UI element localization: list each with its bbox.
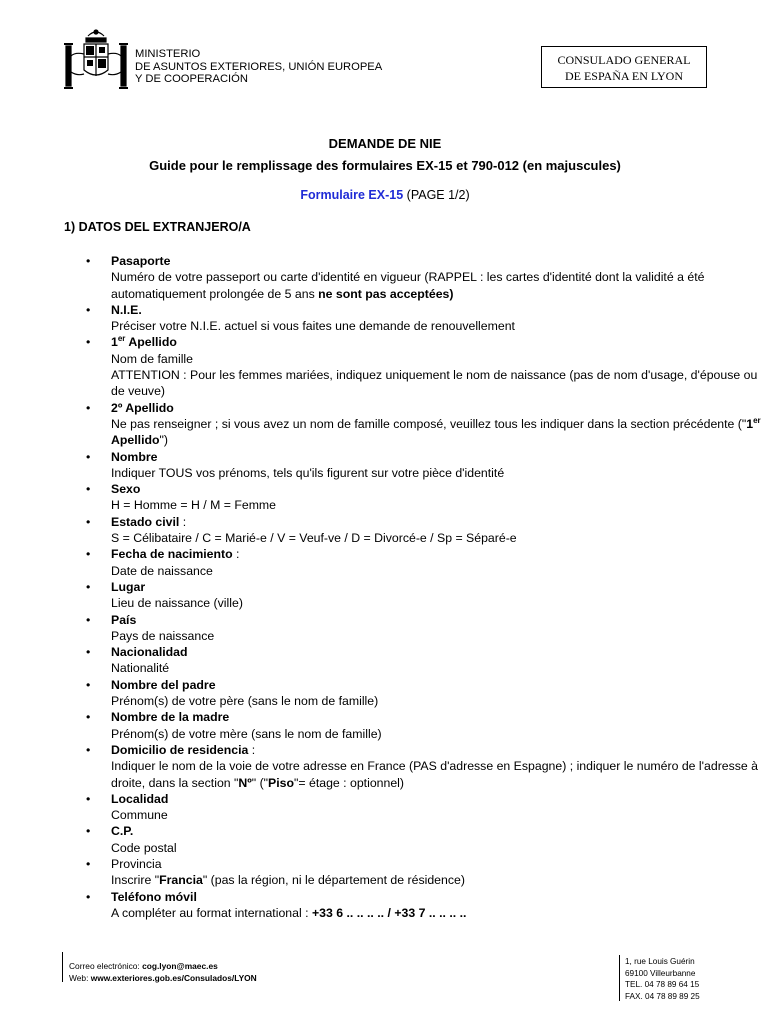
ministry-line: DE ASUNTOS EXTERIORES, UNIÓN EUROPEA <box>135 60 383 73</box>
document-title: DEMANDE DE NIE <box>328 136 442 151</box>
field-description: Nationalité <box>111 661 170 676</box>
list-item <box>0 302 770 335</box>
footer-contact <box>69 960 257 984</box>
list-item <box>0 612 770 645</box>
field-description: Commune <box>111 808 168 823</box>
field-title: Provincia <box>111 856 162 871</box>
field-description: S = Célibataire / C = Marié-e / V = Veuf-ve / D = Divorcé-e / Sp = Séparé-e <box>111 531 517 546</box>
field-title: Nombre <box>111 449 158 464</box>
bullet-icon: • <box>86 400 91 415</box>
consulate-box <box>541 46 707 88</box>
field-title: Sexo <box>111 482 141 497</box>
list-item <box>0 644 770 677</box>
field-title: Nombre del padre <box>111 677 216 692</box>
list-item <box>0 823 770 856</box>
ministry-name <box>135 48 382 86</box>
bullet-icon: • <box>86 612 91 627</box>
field-title: Pasaporte <box>111 254 171 268</box>
field-title: Domicilio de residencia : <box>111 742 256 757</box>
bullet-icon: • <box>86 710 91 725</box>
consulate-line: CONSULADO GENERAL <box>557 53 691 67</box>
bullet-icon: • <box>86 482 91 497</box>
field-title: País <box>111 612 137 627</box>
list-item <box>0 253 770 302</box>
field-title: 1er Apellido <box>111 334 177 350</box>
list-item <box>0 579 770 612</box>
bullet-icon: • <box>86 824 91 839</box>
field-list <box>0 253 770 921</box>
form-name: Formulaire EX-15 <box>300 188 404 202</box>
field-title: Nacionalidad <box>111 645 188 660</box>
list-item <box>0 889 770 922</box>
footer-divider <box>619 955 620 1001</box>
field-description: Date de naissance <box>111 563 213 578</box>
ministry-line: Y DE COOPERACIÓN <box>135 73 248 86</box>
field-title: 2º Apellido <box>111 400 174 415</box>
field-title: N.I.E. <box>111 302 142 317</box>
section-heading: 1) DATOS DEL EXTRANJERO/A <box>64 220 251 234</box>
field-description: Code postal <box>111 840 177 855</box>
bullet-icon: • <box>86 547 91 562</box>
field-title: C.P. <box>111 824 134 839</box>
footer-email: Correo electrónico: cog.lyon@maec.es <box>69 961 218 971</box>
bullet-icon: • <box>86 254 91 268</box>
list-item <box>0 334 770 399</box>
coat-of-arms-logo <box>62 26 130 96</box>
field-description: Numéro de votre passeport ou carte d'identité en vigueur (RAPPEL : les cartes d'identité dont la validité a été automatiquement prolongée de 5 ans ne sont pas acceptées) <box>111 270 705 301</box>
footer-web: Web: www.exteriores.gob.es/Consulados/LYON <box>69 973 257 983</box>
bullet-icon: • <box>86 335 91 350</box>
field-description: A compléter au format international : +33 6 .. .. .. .. / +33 7 .. .. .. .. <box>111 905 467 920</box>
field-description: Inscrire "Francia" (pas la région, ni le département de résidence) <box>111 873 465 888</box>
ministry-line: MINISTERIO <box>135 48 201 60</box>
list-item <box>0 742 770 791</box>
field-description: Ne pas renseigner ; si vous avez un nom de famille composé, veuillez tous les indiquer dans la section précédente ("1er Apellido") <box>111 415 761 448</box>
bullet-icon: • <box>86 514 91 529</box>
field-title: Fecha de nacimiento : <box>111 547 240 562</box>
address-line: TEL. 04 78 89 64 15 <box>625 980 700 990</box>
field-title: Teléfono móvil <box>111 889 197 904</box>
bullet-icon: • <box>86 449 91 464</box>
address-line: FAX. 04 78 89 89 25 <box>625 991 700 1001</box>
list-item <box>0 856 770 889</box>
list-item <box>0 546 770 579</box>
bullet-icon: • <box>86 856 91 871</box>
list-item <box>0 709 770 742</box>
address-line: 69100 Villeurbanne <box>625 968 696 978</box>
field-description: Indiquer le nom de la voie de votre adresse en France (PAS d'adresse en Espagne) ; indiquer le numéro de l'adresse à droite, dans la section "Nº" ("Piso"= étage : optionnel) <box>111 759 759 790</box>
email-link[interactable]: cog.lyon@maec.es <box>142 961 218 971</box>
list-item <box>0 514 770 547</box>
field-description: Nom de famille <box>111 351 194 366</box>
web-link[interactable]: www.exteriores.gob.es/Consulados/LYON <box>90 973 257 983</box>
field-title: Lugar <box>111 579 146 594</box>
bullet-icon: • <box>86 677 91 692</box>
field-title: Estado civil : <box>111 514 187 529</box>
address-line: 1, rue Louis Guérin <box>625 957 695 966</box>
bullet-icon: • <box>86 889 91 904</box>
field-description: Indiquer TOUS vos prénoms, tels qu'ils figurent sur votre pièce d'identité <box>111 465 505 480</box>
footer-address <box>625 956 700 1002</box>
field-title: Localidad <box>111 791 169 806</box>
field-note: ATTENTION : Pour les femmes mariées, indiquez uniquement le nom de naissance (pas de nom d'usage, d'épouse ou de veuve) <box>111 368 758 399</box>
consulate-line: DE ESPAÑA EN LYON <box>564 69 684 83</box>
list-item <box>0 677 770 710</box>
bullet-icon: • <box>86 742 91 757</box>
bullet-icon: • <box>86 645 91 660</box>
document-subtitle: Guide pour le remplissage des formulaires EX-15 et 790-012 (en majuscules) <box>149 158 621 173</box>
form-heading <box>0 188 770 202</box>
bullet-icon: • <box>86 302 91 317</box>
field-description: Pays de naissance <box>111 628 215 643</box>
field-description: Prénom(s) de votre mère (sans le nom de famille) <box>111 726 382 741</box>
list-item <box>0 481 770 514</box>
list-item <box>0 791 770 824</box>
field-description: Lieu de naissance (ville) <box>111 596 243 611</box>
field-title: Nombre de la madre <box>111 710 230 725</box>
field-description: H = Homme = H / M = Femme <box>111 498 277 513</box>
bullet-icon: • <box>86 791 91 806</box>
list-item <box>0 400 770 449</box>
list-item <box>0 449 770 482</box>
form-page: (PAGE 1/2) <box>406 188 470 202</box>
bullet-icon: • <box>86 579 91 594</box>
footer-divider <box>62 952 63 982</box>
field-description: Prénom(s) de votre père (sans le nom de famille) <box>111 694 379 709</box>
field-description: Préciser votre N.I.E. actuel si vous faites une demande de renouvellement <box>111 319 515 334</box>
